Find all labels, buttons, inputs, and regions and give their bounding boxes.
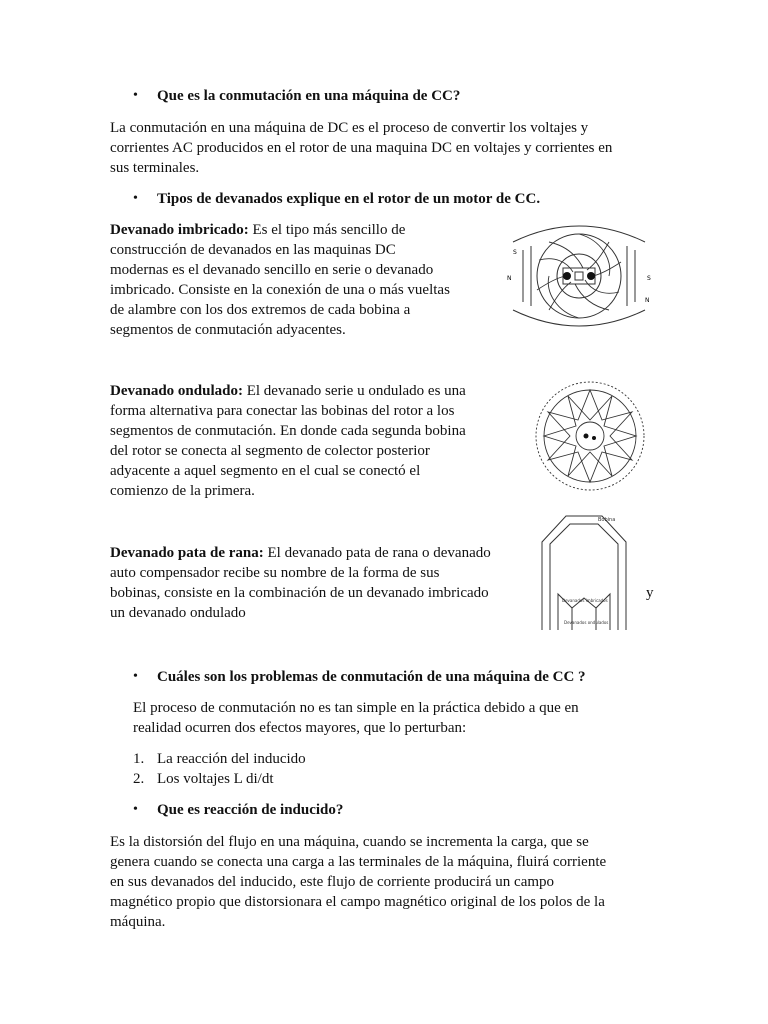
paragraph-line: del rotor se conecta al segmento de colector posterior (110, 443, 430, 459)
paragraph-line (110, 543, 491, 563)
bullet: • (133, 669, 138, 684)
paragraph-line: La conmutación en una máquina de DC es el proceso de convertir los voltajes y (110, 120, 589, 136)
paragraph-text: y (646, 585, 654, 601)
paragraph-line: un devanado ondulado (110, 605, 246, 621)
paragraph-line: segmentos de conmutación adyacentes. (110, 322, 346, 338)
paragraph-line: en sus devanados del inducido, este flujo de corriente producirá un campo (110, 874, 555, 890)
pole-label: S (647, 275, 651, 282)
paragraph-line: realidad ocurren dos efectos mayores, que lo perturban: (133, 720, 467, 736)
frog-leg-winding-diagram (532, 512, 636, 636)
paragraph-line: Es la distorsión del flujo en una máquina, cuando se incrementa la carga, que se (110, 834, 589, 850)
term-label: Devanado imbricado: (110, 222, 249, 238)
list-number: 1. (133, 751, 145, 767)
paragraph-line (110, 381, 466, 401)
bullet: • (133, 191, 138, 206)
list-item: Los voltajes L di/dt (157, 771, 274, 787)
paragraph-line: máquina. (110, 914, 166, 930)
lap-winding-diagram (505, 220, 653, 332)
paragraph-line: segmentos de conmutación. En donde cada segunda bobina (110, 423, 466, 439)
paragraph-line: modernas es el devanado sencillo en serie o devanado (110, 262, 434, 278)
paragraph-line: de alambre con los dos extremos de cada bobina a (110, 302, 411, 318)
term-label: Devanado ondulado: (110, 383, 243, 399)
question-heading: Que es la conmutación en una máquina de CC? (157, 88, 461, 104)
bullet: • (133, 802, 138, 817)
question-heading: Cuáles son los problemas de conmutación de una máquina de CC ? (157, 669, 586, 685)
wave-winding-diagram (522, 372, 658, 500)
figure-label: Devanados imbricados (562, 598, 608, 603)
pole-label: S (513, 249, 517, 256)
pole-label: N (645, 297, 650, 304)
paragraph-line (110, 220, 405, 240)
figure-label: Devanados ondulados (564, 620, 609, 625)
paragraph-line: El proceso de conmutación no es tan simple en la práctica debido a que en (133, 700, 579, 716)
list-item: La reacción del inducido (157, 751, 306, 767)
question-heading: Tipos de devanados explique en el rotor de un motor de CC. (157, 191, 541, 207)
paragraph-line: forma alternativa para conectar las bobinas del rotor a los (110, 403, 455, 419)
paragraph-line: corrientes AC producidos en el rotor de una maquina DC en voltajes y corrientes en (110, 140, 613, 156)
question-heading: Que es reacción de inducido? (157, 802, 344, 818)
paragraph-line: magnético propio que distorsionara el campo magnético original de los polos de la (110, 894, 605, 910)
paragraph-line: bobinas, consiste en la combinación de un devanado imbricado (110, 585, 489, 601)
term-label: Devanado pata de rana: (110, 545, 264, 561)
paragraph-line: imbricado. Consiste en la conexión de una o más vueltas (110, 282, 450, 298)
bullet: • (133, 88, 138, 103)
list-number: 2. (133, 771, 145, 787)
paragraph-line: sus terminales. (110, 160, 200, 176)
paragraph-text: El devanado serie u ondulado es una (242, 383, 466, 399)
paragraph-line: construcción de devanados en las maquinas DC (110, 242, 396, 258)
paragraph-text: El devanado pata de rana o devanado (263, 545, 491, 561)
paragraph-line: auto compensador recibe su nombre de la forma de sus (110, 565, 440, 581)
paragraph-line: genera cuando se conecta una carga a las terminales de la máquina, fluirá corriente (110, 854, 607, 870)
paragraph-line: adyacente a aquel segmento en el cual se conectó el (110, 463, 421, 479)
figure-label: Bobina (598, 517, 616, 523)
paragraph-line: comienzo de la primera. (110, 483, 255, 499)
paragraph-text: Es el tipo más sencillo de (248, 222, 406, 238)
pole-label: N (507, 275, 512, 282)
